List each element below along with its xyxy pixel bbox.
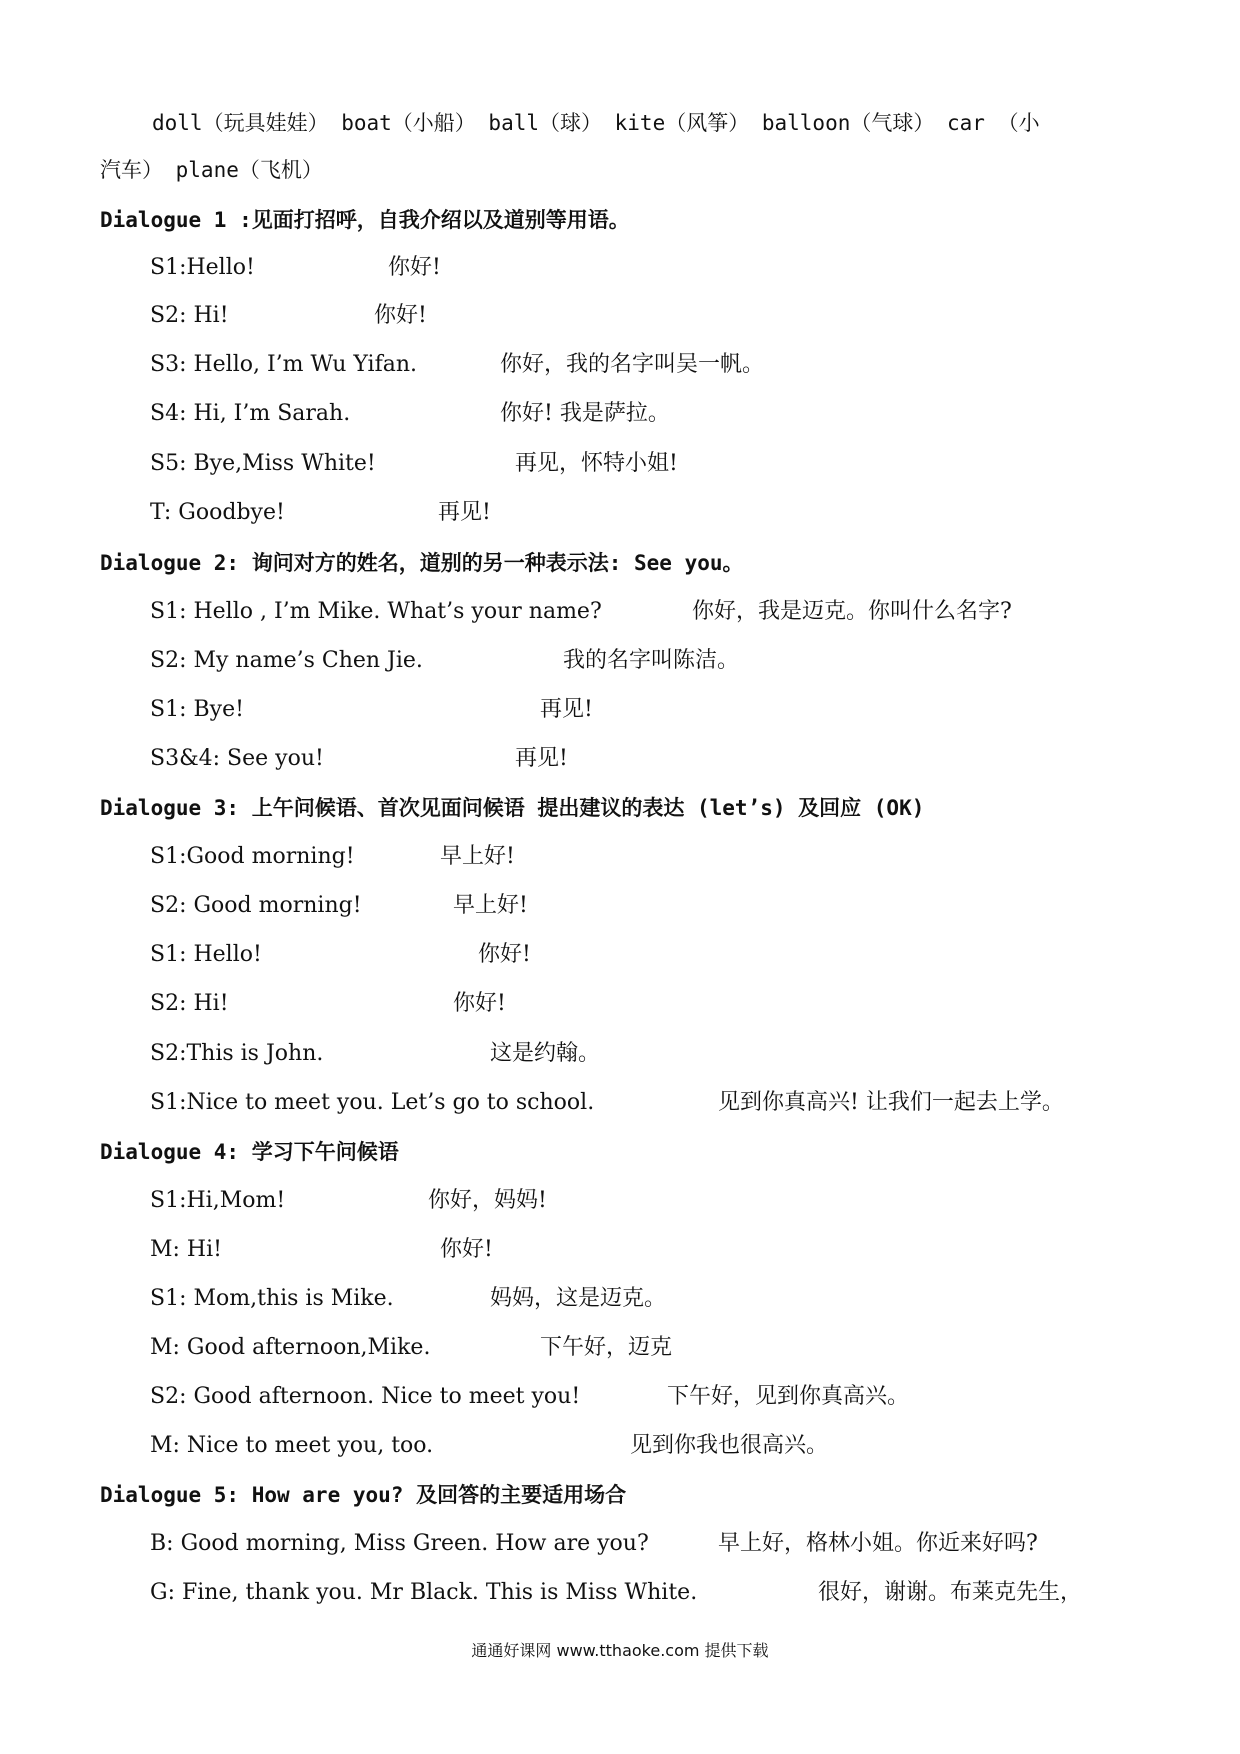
english-text: S1: Bye! [150, 697, 244, 722]
chinese-text: 很好，谢谢。布莱克先生， [818, 1580, 1083, 1605]
english-text: S2: Hi! [150, 991, 229, 1016]
chinese-text: 你好! 我是萨拉。 [500, 401, 670, 426]
chinese-text: 你好! [453, 991, 506, 1016]
english-text: S3&4: See you! [150, 746, 324, 771]
chinese-text: 你好! [440, 1237, 493, 1262]
english-text: M: Hi! [150, 1237, 222, 1262]
chinese-text: 下午好，见到你真高兴。 [667, 1384, 910, 1409]
intro-line-2: 汽车） plane（飞机） [100, 158, 323, 182]
english-text: S1: Hello! [150, 942, 262, 967]
chinese-text: 见到你我也很高兴。 [630, 1433, 829, 1458]
english-text: S2: Hi! [150, 303, 229, 328]
chinese-text: 见到你真高兴! 让我们一起去上学。 [718, 1090, 1064, 1115]
dialogue-5-heading: Dialogue 5: How are you? 及回答的主要适用场合 [100, 1483, 627, 1507]
intro-line-1: doll（玩具娃娃） boat（小船） ball（球） kite（风筝） balloon（气球） car （小 [152, 111, 1040, 135]
english-text: S1: Mom,this is Mike. [150, 1286, 394, 1311]
chinese-text: 再见! [438, 500, 491, 525]
dialogue-1-heading: Dialogue 1 :见面打招呼，自我介绍以及道别等用语。 [100, 208, 630, 232]
english-text: S1: Hello , I’m Mike. What’s your name? [150, 599, 602, 624]
english-text: S1:Good morning! [150, 844, 355, 869]
chinese-text: 早上好，格林小姐。你近来好吗? [718, 1531, 1038, 1556]
english-text: G: Fine, thank you. Mr Black. This is Miss White. [150, 1580, 698, 1605]
chinese-text: 早上好! [440, 844, 515, 869]
chinese-text: 再见，怀特小姐! [515, 451, 678, 476]
chinese-text: 你好，妈妈! [428, 1188, 547, 1213]
english-text: S2:This is John. [150, 1041, 324, 1066]
chinese-text: 再见! [540, 697, 593, 722]
chinese-text: 下午好，迈克 [540, 1335, 673, 1360]
english-text: T: Goodbye! [150, 500, 285, 525]
english-text: B: Good morning, Miss Green. How are you? [150, 1531, 649, 1556]
chinese-text: 你好! [374, 303, 427, 328]
english-text: S2: My name’s Chen Jie. [150, 648, 423, 673]
dialogue-4-heading: Dialogue 4: 学习下午问候语 [100, 1140, 399, 1164]
chinese-text: 我的名字叫陈洁。 [563, 648, 740, 673]
chinese-text: 再见! [515, 746, 568, 771]
english-text: S2: Good morning! [150, 893, 362, 918]
chinese-text: 你好，我是迈克。你叫什么名字? [692, 599, 1012, 624]
chinese-text: 你好，我的名字叫吴一帆。 [500, 352, 765, 377]
dialogue-3-heading: Dialogue 3: 上午问候语、首次见面问候语 提出建议的表达 (let’s) 及回应 (OK) [100, 796, 925, 820]
english-text: M: Good afternoon,Mike. [150, 1335, 431, 1360]
chinese-text: 你好! [478, 942, 531, 967]
chinese-text: 你好! [388, 255, 441, 280]
english-text: S2: Good afternoon. Nice to meet you! [150, 1384, 581, 1409]
chinese-text: 这是约翰。 [490, 1041, 601, 1066]
page-footer: 通通好课网 www.tthaoke.com 提供下载 [471, 1641, 769, 1660]
english-text: S4: Hi, I’m Sarah. [150, 401, 351, 426]
english-text: S1:Hello! [150, 255, 255, 280]
chinese-text: 妈妈，这是迈克。 [490, 1286, 667, 1311]
chinese-text: 早上好! [453, 893, 528, 918]
english-text: S5: Bye,Miss White! [150, 451, 376, 476]
english-text: S1:Nice to meet you. Let’s go to school. [150, 1090, 595, 1115]
english-text: S1:Hi,Mom! [150, 1188, 286, 1213]
english-text: M: Nice to meet you, too. [150, 1433, 434, 1458]
dialogue-2-heading: Dialogue 2: 询问对方的姓名，道别的另一种表示法: See you。 [100, 551, 744, 575]
english-text: S3: Hello, I’m Wu Yifan. [150, 352, 417, 377]
